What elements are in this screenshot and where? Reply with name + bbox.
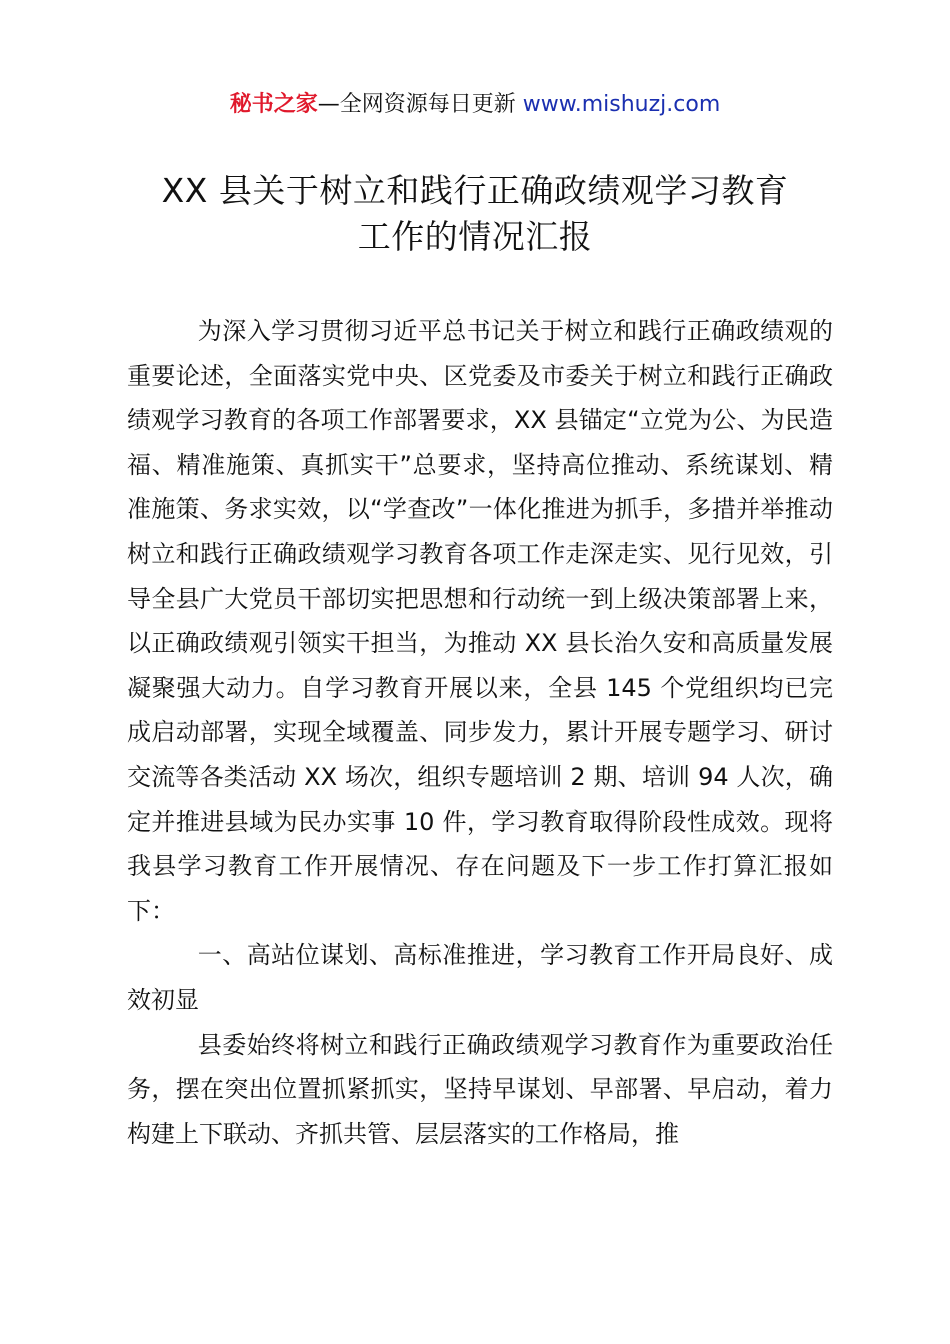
header-tagline: —全网资源每日更新: [317, 92, 523, 117]
title-line-1: XX 县关于树立和践行正确政绩观学习教育: [161, 171, 789, 210]
intro-paragraph: 为深入学习贯彻习近平总书记关于树立和践行正确政绩观的重要论述，全面落实党中央、区党委及市委关于树立和践行正确政绩观学习教育的各项工作部署要求，XX 县锚定“立党为公、为民造福、精准施策、真抓实干”总要求，坚持高位推动、系统谋划、精准施策、务求实效，以“学查改”一体化推进为抓手，多措并举推动树立和践行正确政绩观学习教育各项工作走深走实、见行见效，引导全县广大党员干部切实把思想和行动统一到上级决策部署上来，以正确政绩观引领实干担当，为推动 XX 县长治久安和高质量发展凝聚强大动力。自学习教育开展以来，全县 145 个党组织均已完成启动部署，实现全域覆盖、同步发力，累计开展专题学习、研讨交流等各类活动 XX 场次，组织专题培训 2 期、培训 94 人次，确定并推进县域为民办实事 10 件，学习教育取得阶段性成效。现将我县学习教育工作开展情况、存在问题及下一步工作打算汇报如下：: [127, 317, 833, 925]
site-url-link[interactable]: www.mishuzj.com: [522, 92, 721, 117]
document-body: [127, 309, 833, 1156]
site-header: [0, 88, 950, 122]
document-title: [60, 168, 890, 260]
section-heading-1: 一、高站位谋划、高标准推进，学习教育工作开局良好、成效初显: [127, 941, 833, 1014]
brand-name: 秘书之家: [229, 92, 318, 117]
title-line-2: 工作的情况汇报: [357, 217, 593, 256]
section-1-paragraph: 县委始终将树立和践行正确政绩观学习教育作为重要政治任务，摆在突出位置抓紧抓实，坚持早谋划、早部署、早启动，着力构建上下联动、齐抓共管、层层落实的工作格局，推: [127, 1030, 833, 1148]
